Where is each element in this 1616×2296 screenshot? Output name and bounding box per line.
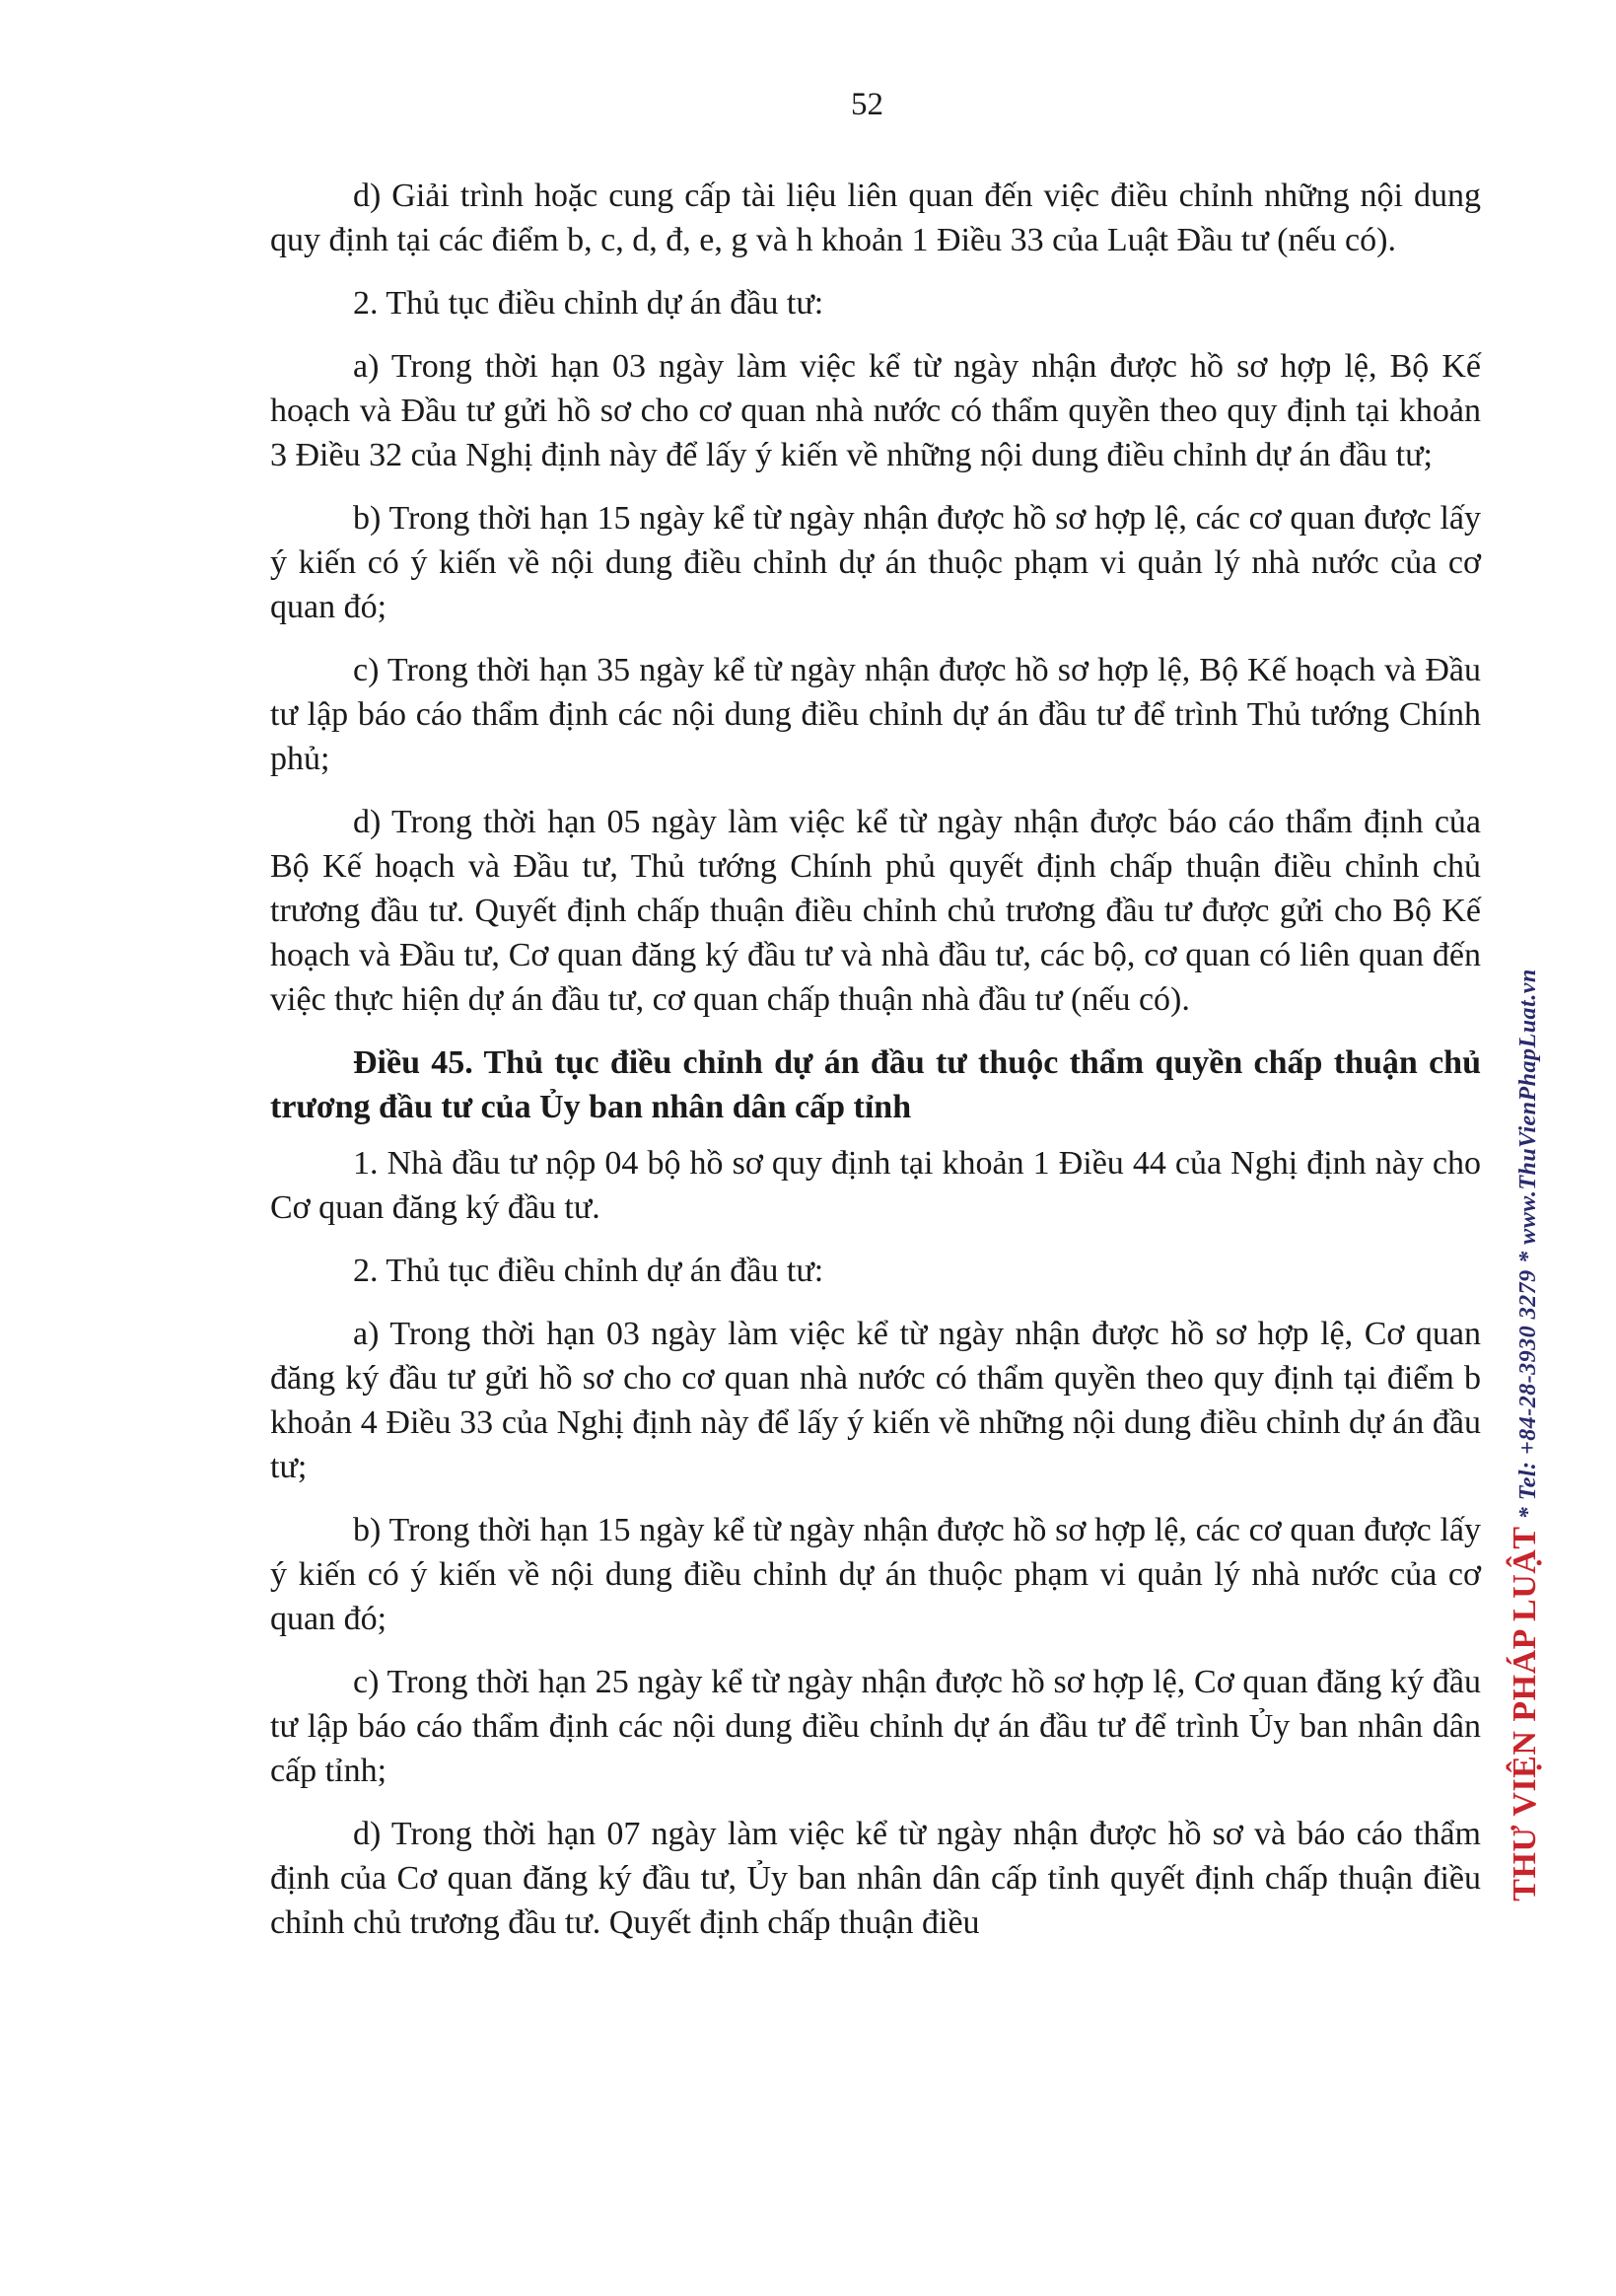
watermark-contact: * Tel: +84-28-3930 3279 * www.ThuVienPhapLuat.vn <box>1515 969 1541 1520</box>
paragraph-2c: c) Trong thời hạn 35 ngày kể từ ngày nhận được hồ sơ hợp lệ, Bộ Kế hoạch và Đầu tư lập báo cáo thẩm định các nội dung điều chỉnh dự án đầu tư để trình Thủ tướng Chính phủ; <box>270 652 1481 777</box>
document-body <box>270 174 1481 1964</box>
article-45-heading: Điều 45. Thủ tục điều chỉnh dự án đầu tư thuộc thẩm quyền chấp thuận chủ trương đầu tư của Ủy ban nhân dân cấp tỉnh <box>270 1044 1481 1125</box>
article-45-paragraph-2d: d) Trong thời hạn 07 ngày làm việc kể từ ngày nhận được hồ sơ và báo cáo thẩm định của Cơ quan đăng ký đầu tư, Ủy ban nhân dân cấp tỉnh quyết định chấp thuận điều chỉnh chủ trương đầu tư. Quyết định chấp thuận điều <box>270 1816 1481 1941</box>
article-45-paragraph-2: 2. Thủ tục điều chỉnh dự án đầu tư: <box>353 1253 824 1289</box>
page-number: 52 <box>851 87 883 122</box>
paragraph-2d: d) Trong thời hạn 05 ngày làm việc kể từ ngày nhận được báo cáo thẩm định của Bộ Kế hoạch và Đầu tư, Thủ tướng Chính phủ quyết định chấp thuận điều chỉnh chủ trương đầu tư. Quyết định chấp thuận điều chỉnh chủ trương đầu tư được gửi cho Bộ Kế hoạch và Đầu tư, Cơ quan đăng ký đầu tư và nhà đầu tư, các bộ, cơ quan có liên quan đến việc thực hiện dự án đầu tư, cơ quan chấp thuận nhà đầu tư (nếu có). <box>270 804 1481 1018</box>
paragraph-2: 2. Thủ tục điều chỉnh dự án đầu tư: <box>353 285 824 322</box>
paragraph-2b: b) Trong thời hạn 15 ngày kể từ ngày nhận được hồ sơ hợp lệ, các cơ quan được lấy ý kiến có ý kiến về nội dung điều chỉnh dự án thuộc phạm vi quản lý nhà nước của cơ quan đó; <box>270 500 1481 625</box>
article-45-paragraph-2c: c) Trong thời hạn 25 ngày kể từ ngày nhận được hồ sơ hợp lệ, Cơ quan đăng ký đầu tư lập báo cáo thẩm định các nội dung điều chỉnh dự án đầu tư để trình Ủy ban nhân dân cấp tỉnh; <box>270 1664 1481 1789</box>
article-45-paragraph-1: 1. Nhà đầu tư nộp 04 bộ hồ sơ quy định tại khoản 1 Điều 44 của Nghị định này cho Cơ quan đăng ký đầu tư. <box>270 1145 1481 1226</box>
watermark-brand: THƯ VIỆN PHÁP LUẬT <box>1507 1526 1543 1901</box>
article-45-paragraph-2b: b) Trong thời hạn 15 ngày kể từ ngày nhận được hồ sơ hợp lệ, các cơ quan được lấy ý kiến có ý kiến về nội dung điều chỉnh dự án thuộc phạm vi quản lý nhà nước của cơ quan đó; <box>270 1512 1481 1637</box>
article-45-paragraph-2a: a) Trong thời hạn 03 ngày làm việc kể từ ngày nhận được hồ sơ hợp lệ, Cơ quan đăng ký đầu tư gửi hồ sơ cho cơ quan nhà nước có thẩm quyền theo quy định tại điểm b khoản 4 Điều 33 của Nghị định này để lấy ý kiến về những nội dung điều chỉnh dự án đầu tư; <box>270 1316 1481 1485</box>
paragraph-2a: a) Trong thời hạn 03 ngày làm việc kể từ ngày nhận được hồ sơ hợp lệ, Bộ Kế hoạch và Đầu tư gửi hồ sơ cho cơ quan nhà nước có thẩm quyền theo quy định tại khoản 3 Điều 32 của Nghị định này để lấy ý kiến về những nội dung điều chỉnh dự án đầu tư; <box>270 348 1481 473</box>
paragraph-1d: d) Giải trình hoặc cung cấp tài liệu liên quan đến việc điều chỉnh những nội dung quy định tại các điểm b, c, d, đ, e, g và h khoản 1 Điều 33 của Luật Đầu tư (nếu có). <box>270 178 1481 258</box>
watermark-text <box>1507 969 1544 1901</box>
